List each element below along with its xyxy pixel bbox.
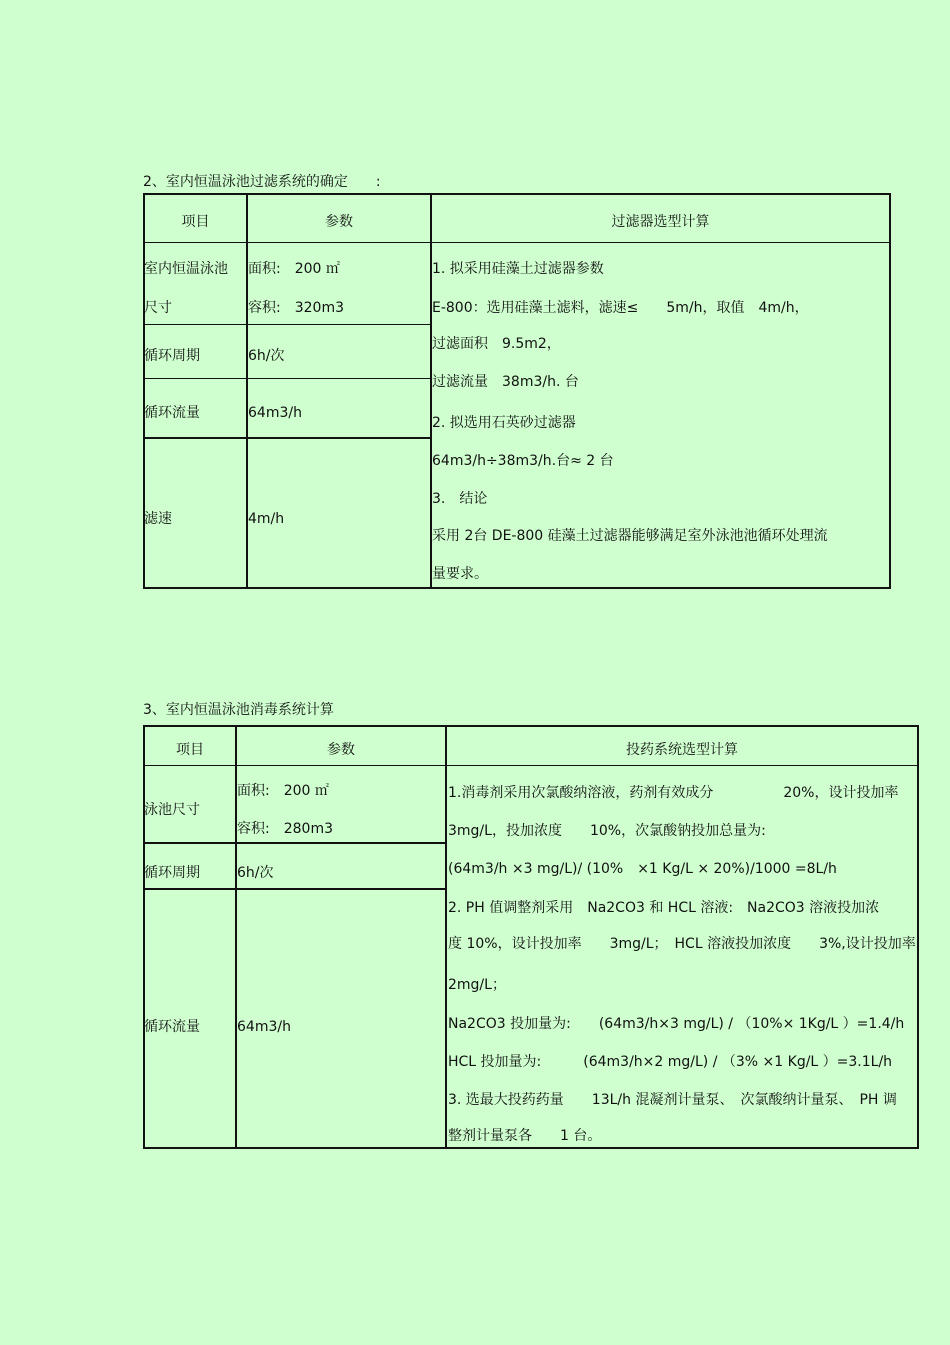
filter-calc-line: 过滤面积 9.5m2， xyxy=(432,336,561,352)
dosing-header-divider xyxy=(143,765,919,766)
dosing-item-cycle: 循环周期 xyxy=(144,865,200,881)
dosing-calc-line: Na2CO3 投加量为: (64m3/h×3 mg/L) / （10%× 1Kg/L ）=1.4/h xyxy=(448,1016,905,1032)
filter-param-volume: 容积: 320m3 xyxy=(248,300,344,316)
filter-item-speed: 滤速 xyxy=(144,511,172,527)
filter-calc-line: E-800：选用硅藻土滤料，滤速≤ 5m/h，取值 4m/h， xyxy=(432,300,809,316)
dosing-param-volume: 容积: 280m3 xyxy=(237,821,333,837)
filter-calc-line: 1. 拟采用硅藻土过滤器参数 xyxy=(432,261,604,277)
filter-calc-line: 2. 拟选用石英砂过滤器 xyxy=(432,415,576,431)
filter-col-divider-1 xyxy=(246,193,248,589)
filter-header-param: 参数 xyxy=(325,214,353,230)
dosing-header-calc: 投药系统选型计算 xyxy=(626,742,738,758)
filter-param-cycle: 6h/次 xyxy=(248,348,285,364)
dosing-calc-line: 整剂计量泵各 1 台。 xyxy=(448,1128,602,1144)
dosing-calc-line: HCL 投加量为: (64m3/h×2 mg/L) / （3% ×1 Kg/L ）=3.1L/h xyxy=(448,1054,893,1070)
dosing-row-divider-2 xyxy=(143,888,446,890)
filter-row-divider-1 xyxy=(143,324,431,325)
filter-row-divider-3 xyxy=(143,437,431,439)
filter-calc-line: 采用 2台 DE-800 硅藻土过滤器能够满足室外泳池池循环处理流 xyxy=(432,528,828,544)
dosing-item-flow: 循环流量 xyxy=(144,1019,200,1035)
filter-header-divider xyxy=(143,242,891,243)
filter-calc-line: 3. 结论 xyxy=(432,491,488,507)
section2-title: 2、室内恒温泳池过滤系统的确定 : xyxy=(143,174,381,190)
dosing-header-param: 参数 xyxy=(327,742,355,758)
filter-item-pool-size-line2: 尺寸 xyxy=(144,300,172,316)
filter-item-cycle: 循环周期 xyxy=(144,348,200,364)
dosing-header-item: 项目 xyxy=(176,742,204,758)
filter-item-pool-size-line1: 室内恒温泳池 xyxy=(144,261,228,277)
dosing-param-cycle: 6h/次 xyxy=(237,865,274,881)
dosing-calc-line: 度 10%，设计投加率 3mg/L； HCL 溶液投加浓度 3%,设计投加率 xyxy=(448,936,916,952)
filter-row-divider-2 xyxy=(143,378,431,379)
filter-calc-line: 64m3/h÷38m3/h.台≈ 2 台 xyxy=(432,453,614,469)
dosing-calc-line: (64m3/h ×3 mg/L)/ (10% ×1 Kg/L × 20%)/1000 =8L/h xyxy=(448,861,837,877)
filter-param-area: 面积: 200 ㎡ xyxy=(248,261,340,277)
filter-param-flow: 64m3/h xyxy=(248,405,302,421)
dosing-param-area: 面积: 200 ㎡ xyxy=(237,783,329,799)
dosing-calc-line: 3. 选最大投药药量 13L/h 混凝剂计量泵、 次氯酸纳计量泵、 PH 调 xyxy=(448,1092,897,1108)
filter-header-item: 项目 xyxy=(181,214,210,230)
dosing-calc-line: 1.消毒剂采用次氯酸纳溶液，药剂有效成分 20%，设计投加率 xyxy=(448,785,899,801)
dosing-calc-line: 3mg/L，投加浓度 10%，次氯酸钠投加总量为: xyxy=(448,823,766,839)
filter-header-calc: 过滤器选型计算 xyxy=(611,214,710,230)
filter-calc-line: 量要求。 xyxy=(432,566,488,582)
dosing-calc-line: 2mg/L； xyxy=(448,977,506,993)
filter-param-speed: 4m/h xyxy=(248,511,285,527)
filter-item-flow: 循环流量 xyxy=(144,405,200,421)
filter-calc-line: 过滤流量 38m3/h. 台 xyxy=(432,374,579,390)
dosing-row-divider-1 xyxy=(143,842,446,844)
dosing-item-pool-size: 泳池尺寸 xyxy=(144,802,200,818)
dosing-param-flow: 64m3/h xyxy=(237,1019,291,1035)
dosing-calc-line: 2. PH 值调整剂采用 Na2CO3 和 HCL 溶液: Na2CO3 溶液投加浓 xyxy=(448,900,880,916)
dosing-col-divider-2 xyxy=(445,725,447,1149)
section3-title: 3、室内恒温泳池消毒系统计算 xyxy=(143,702,334,718)
